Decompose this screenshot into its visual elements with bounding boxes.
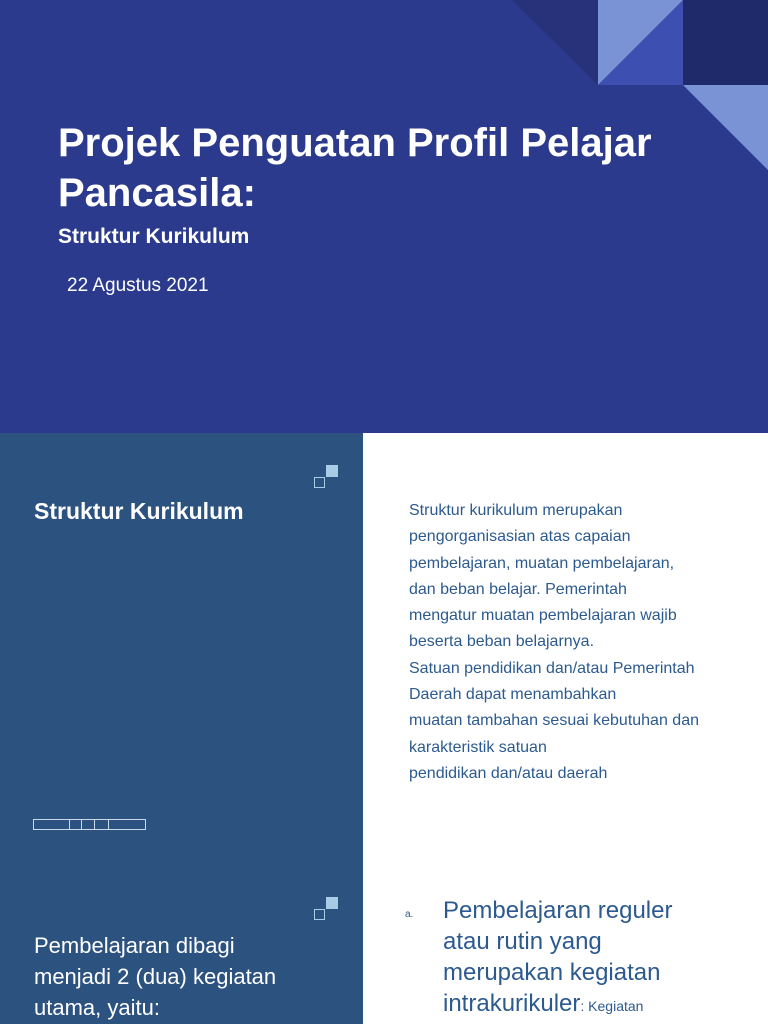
body-line: pengorganisasian atas capaian — [409, 528, 631, 546]
body-line: dan beban belajar. Pemerintah — [409, 580, 627, 598]
body-line: muatan tambahan sesuai kebutuhan dan — [409, 712, 699, 730]
list-item-text — [443, 895, 763, 1022]
body-line: Satuan pendidikan dan/atau Pemerintah — [409, 659, 695, 677]
slide-intro-text — [34, 930, 334, 1023]
left-panel — [0, 433, 363, 865]
presentation-date: 22 Agustus 2021 — [67, 275, 209, 296]
corner-squares-icon — [314, 897, 342, 923]
body-line: pembelajaran, muatan pembelajaran, — [409, 554, 675, 572]
intro-line: utama, yaitu: — [34, 995, 160, 1020]
intro-line: Pembelajaran dibagi — [34, 933, 235, 958]
presentation-subtitle: Struktur Kurikulum — [58, 225, 250, 248]
list-line: merupakan kegiatan — [443, 959, 661, 986]
body-line: karakteristik satuan — [409, 738, 547, 756]
learning-activities-slide — [0, 865, 768, 1024]
slide-progress-bar — [33, 819, 146, 830]
list-term-detail: : Kegiatan — [580, 998, 644, 1014]
presentation-title — [58, 118, 718, 218]
list-marker: a. — [405, 909, 414, 920]
list-term: intrakurikuler — [443, 990, 581, 1017]
body-line: mengatur muatan pembelajaran wajib — [409, 607, 677, 625]
list-line: Pembelajaran reguler — [443, 897, 673, 924]
title-line: Projek Penguatan Profil Pelajar — [58, 121, 652, 165]
corner-squares-icon — [314, 465, 342, 491]
body-line: beserta beban belajarnya. — [409, 633, 595, 651]
curriculum-structure-slide — [0, 433, 768, 865]
slide-body-text — [409, 498, 739, 787]
body-line: Daerah dapat menambahkan — [409, 686, 617, 704]
title-slide — [0, 0, 768, 433]
left-panel — [0, 865, 363, 1024]
body-line: Struktur kurikulum merupakan — [409, 502, 623, 519]
list-line — [443, 988, 763, 1022]
title-line: Pancasila: — [58, 171, 256, 215]
list-line: atau rutin yang — [443, 928, 602, 955]
body-line: pendidikan dan/atau daerah — [409, 764, 608, 782]
slide-heading: Struktur Kurikulum — [34, 498, 244, 524]
intro-line: menjadi 2 (dua) kegiatan — [34, 964, 277, 989]
